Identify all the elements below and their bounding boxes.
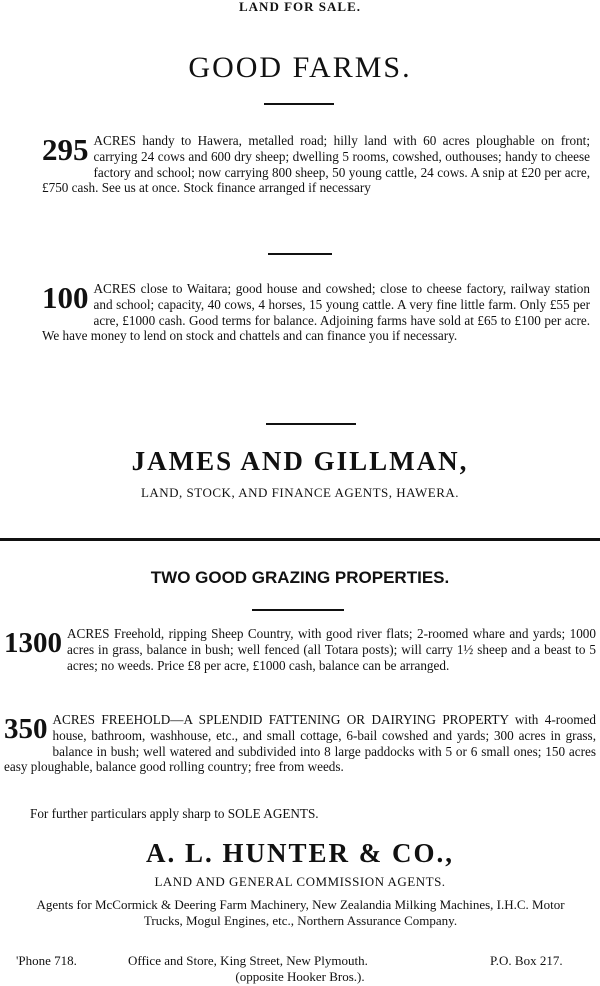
- listing-100-acres: [42, 281, 590, 344]
- firm-name-hunter: A. L. HUNTER & CO.,: [145, 838, 454, 868]
- page-header: LAND FOR SALE.: [239, 0, 361, 14]
- listing-number: 100: [42, 280, 89, 315]
- listing-number: 350: [4, 713, 48, 745]
- divider: [266, 423, 356, 425]
- listing-text: ACRES close to Waitara; good house and cowshed; close to cheese factory, railway station and school; capacity, 40 cows, 4 horses, 15 young cattle. A very fine little farm. Only £55 per acre, £1000 cash. Good terms for balance. Adjoining farms have sold at £65 to £100 per acre. We have money to lend on stock and chattels and can finance you if necessary.: [42, 281, 590, 344]
- phone-number: 'Phone 718.: [16, 953, 77, 968]
- listing-text: ACRES FREEHOLD—A SPLENDID FATTENING OR DAIRYING PROPERTY with 4-roomed house, bathroom, washhouse, etc., and small cottage, 6-bail cowshed and yards; 300 acres in grass, balance in bush; well watered and subdivided into 8 large paddocks with 5 or 6 small ones; 150 acres easy ploughable, balance good rolling country; free from weeds.: [4, 712, 596, 775]
- office-address: Office and Store, King Street, New Plymouth.: [128, 953, 368, 968]
- divider: [252, 609, 344, 611]
- po-box: P.O. Box 217.: [490, 953, 563, 968]
- divider: [268, 253, 332, 255]
- listing-text: ACRES Freehold, ripping Sheep Country, with good river flats; 2-roomed whare and yards; 1000 acres in grass, balance in bush; well fenced (all Totara posts); will carry 1½ sheep and a beast to 5 acres; no weeds. Price £8 per acre, £1000 cash, balance can be arranged.: [67, 626, 596, 673]
- firm-subtitle: LAND, STOCK, AND FINANCE AGENTS, HAWERA.: [140, 485, 460, 500]
- section-divider: [0, 538, 600, 541]
- further-particulars: For further particulars apply sharp to SOLE AGENTS.: [30, 806, 319, 821]
- firm-subtitle: LAND AND GENERAL COMMISSION AGENTS.: [154, 874, 446, 889]
- agents-list: Agents for McCormick & Deering Farm Machinery, New Zealandia Milking Machines, I.H.C. Motor Trucks, Mogul Engines, etc., Northern Assurance Company.: [36, 897, 565, 928]
- listing-number: 1300: [4, 627, 62, 659]
- listing-295-acres: [42, 133, 590, 196]
- firm-name-james-gillman: JAMES AND GILLMAN,: [131, 446, 469, 476]
- listing-350-acres: [4, 712, 596, 775]
- footer-note: (opposite Hooker Bros.).: [235, 969, 365, 984]
- listing-1300-acres: [4, 626, 596, 673]
- listing-number: 295: [42, 132, 89, 167]
- divider: [264, 103, 334, 105]
- section-title-good-farms: GOOD FARMS.: [188, 51, 412, 84]
- section-title-grazing-properties: TWO GOOD GRAZING PROPERTIES.: [150, 568, 450, 587]
- listing-text: ACRES handy to Hawera, metalled road; hilly land with 60 acres ploughable on front; carrying 24 cows and 600 dry sheep; dwelling 5 rooms, cowshed, outhouses; handy to cheese factory and school; now carrying 800 sheep, 50 young cattle, 24 cows. A snip at £20 per acre, £750 cash. See us at once. Stock finance arranged if necessary: [42, 133, 590, 196]
